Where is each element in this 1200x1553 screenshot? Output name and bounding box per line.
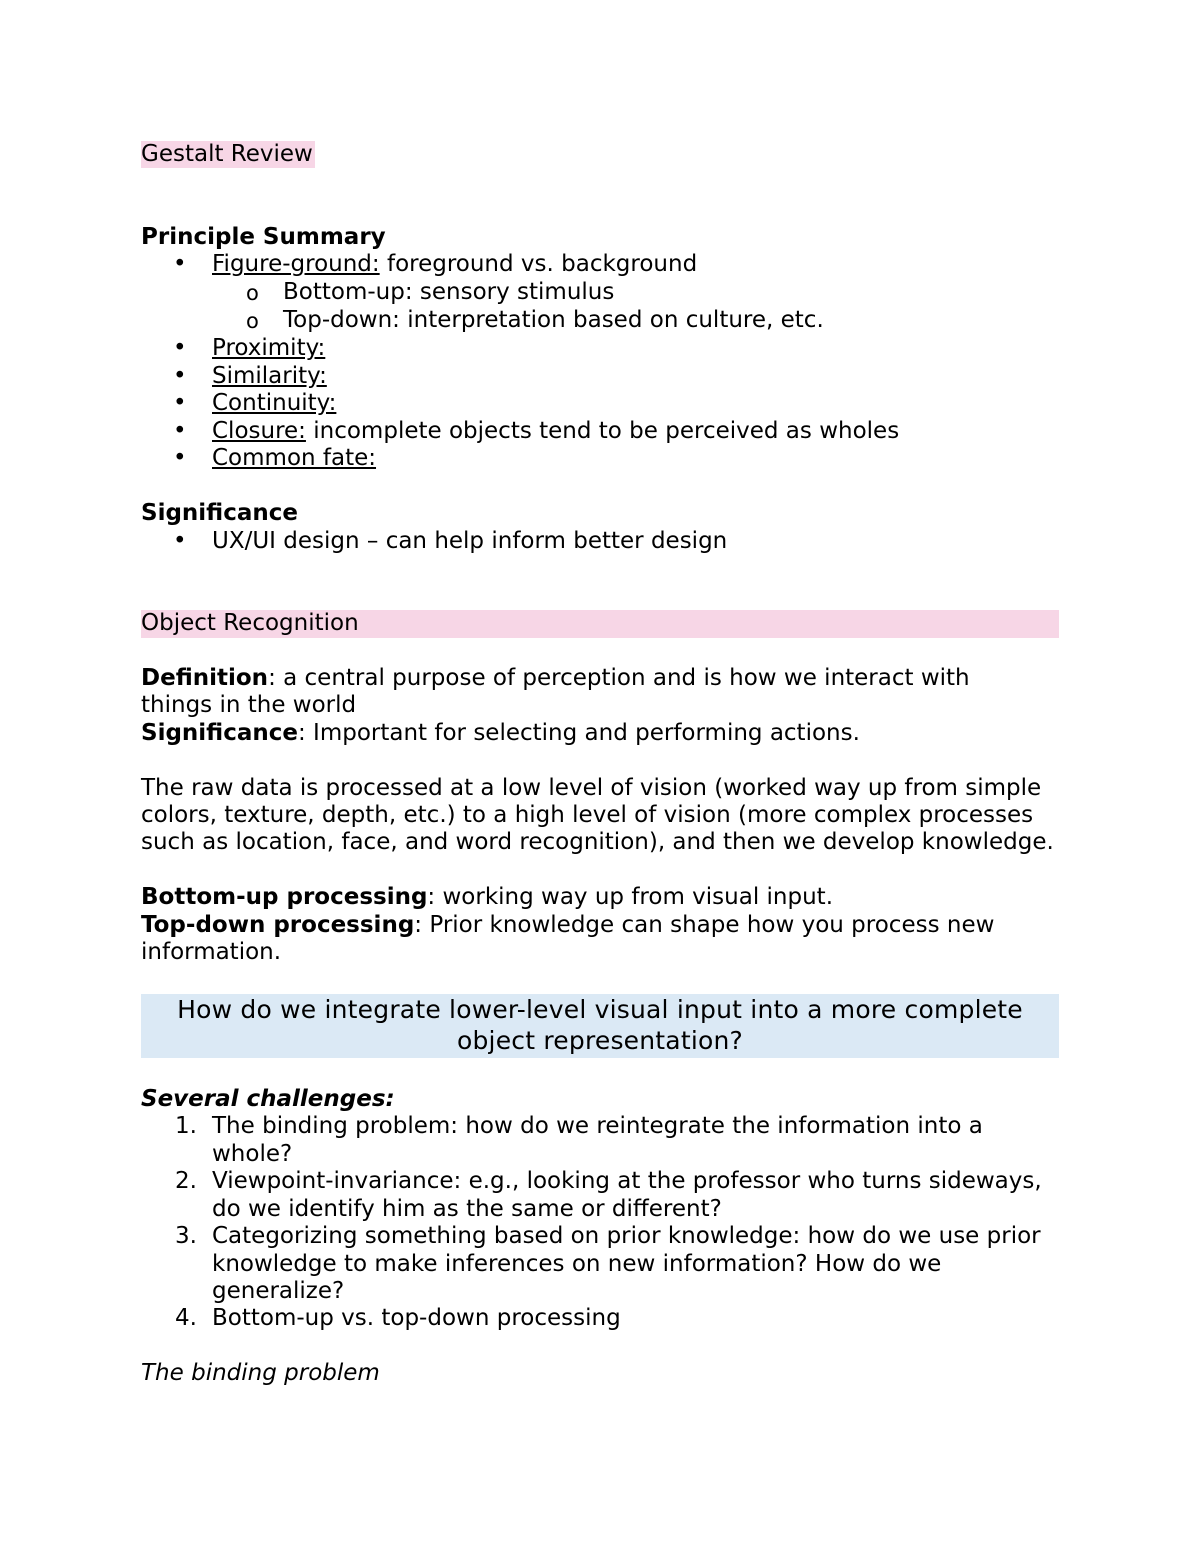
list-item-top-down: Top-down: interpretation based on culture, etc. (283, 307, 824, 333)
question-banner: How do we integrate lower-level visual input into a more complete object representation? (141, 994, 1059, 1058)
definition-paragraph (141, 665, 1041, 719)
bullet-icon: • (173, 251, 187, 277)
list-item-figure-ground (212, 251, 697, 278)
list-item-closure (212, 418, 899, 445)
list-item-similarity: Similarity: (212, 363, 327, 389)
list-item-proximity: Proximity: (212, 335, 326, 361)
definition-text: : a central purpose of perception and is how we interact with things in the world (141, 665, 970, 718)
list-number: 2. (175, 1168, 197, 1194)
significance-paragraph (141, 720, 860, 747)
definition-term: Definition (141, 665, 269, 691)
bullet-icon: • (173, 528, 187, 554)
raw-data-paragraph: The raw data is processed at a low level of vision (worked way up from simple colors, texture, depth, etc.) to a high level of vision (more complex processes such as location, face, and word recognition), and then we develop knowledge. (141, 775, 1054, 855)
challenge-item: Categorizing something based on prior knowledge: how do we use prior knowledge to make inferences on new information? How do we generalize? (212, 1223, 1041, 1304)
list-item-ux-ui: UX/UI design – can help inform better design (212, 528, 728, 554)
list-item-common-fate: Common fate: (212, 445, 377, 471)
bullet-icon: • (173, 335, 187, 361)
sub-bullet-icon: o (246, 309, 259, 333)
challenge-item: The binding problem: how do we reintegrate the information into a whole? (212, 1113, 983, 1167)
bullet-icon: • (173, 363, 187, 389)
significance-term: Significance (141, 720, 298, 746)
list-item-continuity: Continuity: (212, 390, 337, 416)
significance-text: : Important for selecting and performing actions. (297, 720, 860, 746)
gestalt-heading: Gestalt Review (141, 141, 313, 167)
top-down-paragraph (141, 912, 1041, 966)
list-item-bottom-up: Bottom-up: sensory stimulus (283, 279, 615, 305)
binding-problem-heading: The binding problem (141, 1360, 380, 1386)
bullet-icon: • (173, 445, 187, 471)
bullet-icon: • (173, 390, 187, 416)
challenge-item: Bottom-up vs. top-down processing (212, 1305, 621, 1331)
challenge-item: Viewpoint-invariance: e.g., looking at the professor who turns sideways, do we identify him as the same or different? (212, 1168, 1042, 1222)
closure-desc: incomplete objects tend to be perceived as wholes (305, 418, 900, 444)
bottom-up-term: Bottom-up processing (141, 884, 428, 910)
top-down-term: Top-down processing (141, 912, 415, 938)
challenges-label: Several challenges: (141, 1086, 395, 1112)
bottom-up-text: : working way up from visual input. (427, 884, 833, 910)
principle-summary-label: Principle Summary (141, 224, 386, 250)
list-number: 4. (175, 1305, 197, 1331)
closure-term: Closure: (212, 418, 306, 444)
list-number: 3. (175, 1223, 197, 1249)
figure-ground-term: Figure-ground: (212, 251, 380, 277)
significance-label: Significance (141, 500, 298, 526)
bullet-icon: • (173, 418, 187, 444)
figure-ground-desc: foreground vs. background (379, 251, 698, 277)
sub-bullet-icon: o (246, 281, 259, 305)
list-number: 1. (175, 1113, 197, 1139)
object-recognition-heading: Object Recognition (141, 610, 1059, 638)
top-down-text: : Prior knowledge can shape how you process new information. (141, 912, 995, 965)
bottom-up-paragraph (141, 884, 833, 911)
